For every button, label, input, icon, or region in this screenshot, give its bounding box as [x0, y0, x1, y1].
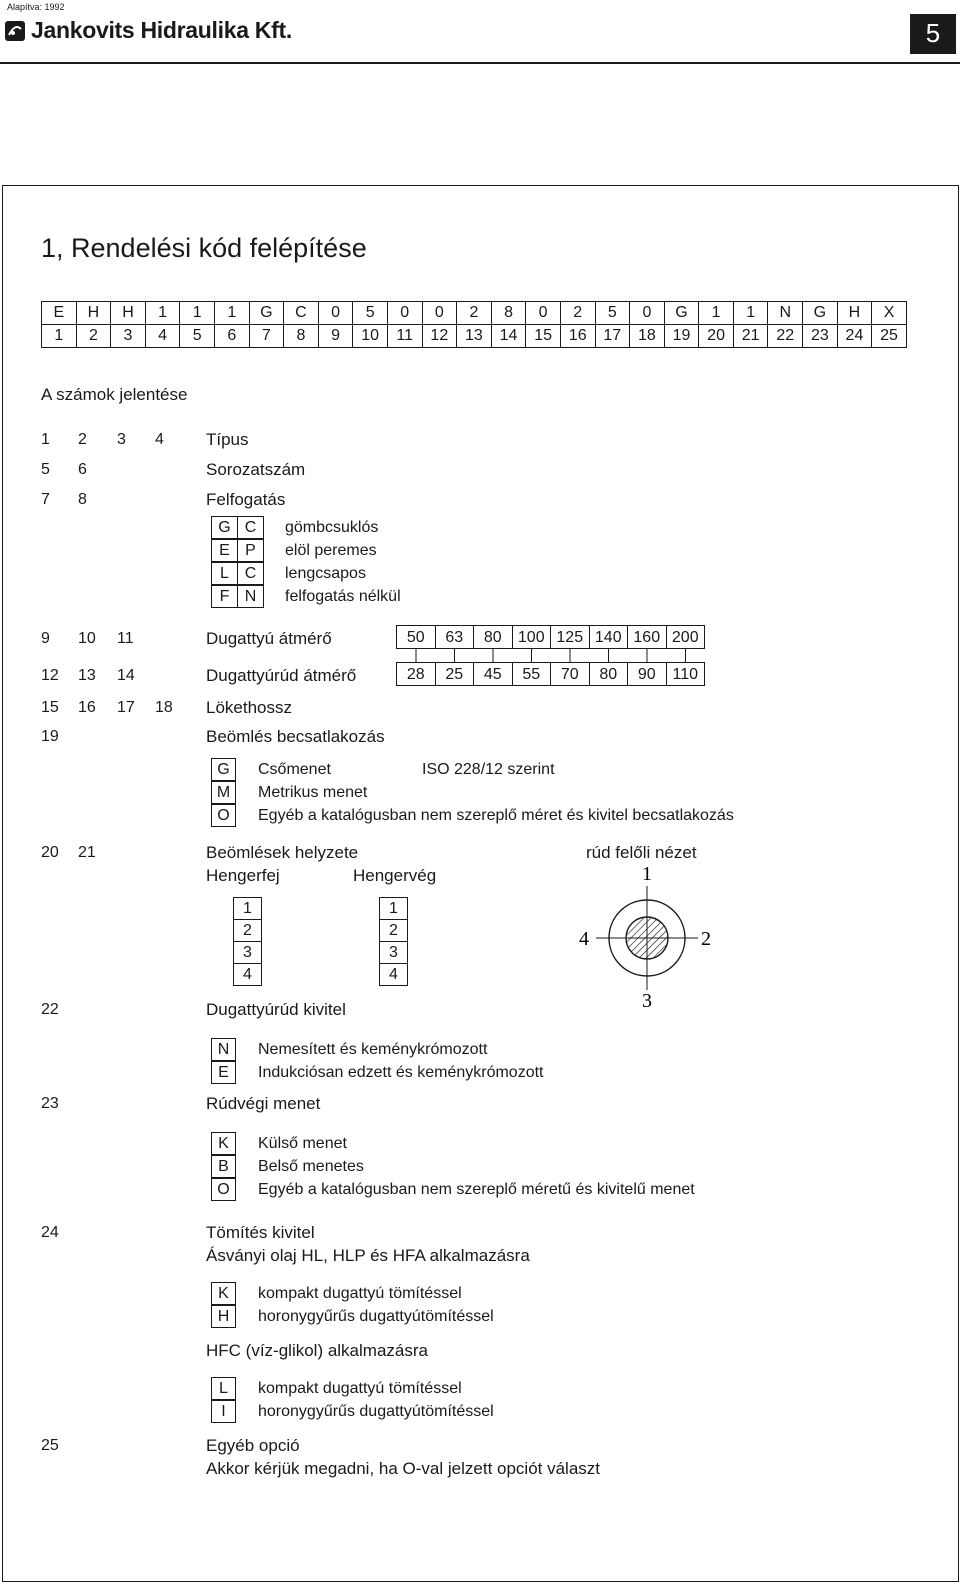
option-row	[211, 1061, 543, 1084]
section-position: 11	[117, 630, 134, 647]
option-key: L	[211, 1377, 236, 1400]
head-position: 4	[233, 963, 262, 986]
option-code: E P	[211, 539, 264, 562]
section-position: 9	[41, 630, 50, 647]
head-position: 1	[233, 897, 262, 920]
company-name: Jankovits Hidraulika Kft.	[31, 17, 292, 44]
section-position: 16	[78, 699, 96, 716]
section-label-felfogatas: Felfogatás	[206, 490, 286, 509]
diameter-cell: 200	[666, 625, 706, 649]
section-position: 8	[78, 491, 87, 508]
diameter-cell: 25	[435, 662, 475, 686]
rudkivitel-options	[211, 1038, 543, 1084]
diameter-connector	[396, 649, 716, 663]
section-position: 17	[117, 699, 135, 716]
option-key: H	[211, 1305, 236, 1328]
section-position: 5	[41, 461, 50, 478]
section-position: 14	[117, 667, 135, 684]
option-text: horonygyűrűs dugattyútömítéssel	[258, 1307, 494, 1325]
diameter-cell: 28	[396, 662, 436, 686]
option-text: Külső menet	[258, 1134, 347, 1152]
option-code: G C	[211, 516, 264, 539]
port-label: 2	[701, 928, 711, 950]
position-cell: 14	[491, 325, 526, 348]
head-position: 3	[233, 941, 262, 964]
section-label-dugattyu: Dugattyú átmérő	[206, 629, 332, 648]
option-row	[211, 758, 734, 781]
code-cell: 1	[699, 302, 734, 325]
option-text: gömbcsuklós	[285, 518, 379, 536]
mineral-oil-label: Ásványi olaj HL, HLP és HFA alkalmazásra	[206, 1246, 530, 1265]
diameter-cell: 70	[550, 662, 590, 686]
option-row	[211, 1400, 494, 1423]
section-position: 22	[41, 1001, 59, 1018]
section-position: 23	[41, 1095, 59, 1112]
head-position: 2	[233, 919, 262, 942]
option-row	[211, 539, 401, 562]
code-example-row	[42, 302, 907, 325]
diameter-cell: 80	[473, 625, 513, 649]
header-divider	[0, 62, 960, 64]
option-row	[211, 1305, 494, 1328]
code-cell: 8	[491, 302, 526, 325]
option-text: felfogatás nélkül	[285, 587, 401, 605]
position-cell: 11	[387, 325, 422, 348]
hfc-label: HFC (víz-glikol) alkalmazásra	[206, 1341, 428, 1360]
option-code: L C	[211, 562, 264, 585]
position-cell: 4	[145, 325, 180, 348]
order-code-table	[41, 301, 907, 348]
section-position: 25	[41, 1437, 59, 1454]
section-label-tomites: Tömítés kivitel	[206, 1223, 315, 1242]
code-cell: 0	[526, 302, 561, 325]
diameter-cell: 50	[396, 625, 436, 649]
code-cell: 1	[733, 302, 768, 325]
option-row	[211, 1132, 695, 1155]
code-cell: G	[803, 302, 838, 325]
port-label: 3	[642, 990, 652, 1012]
position-cell: 15	[526, 325, 561, 348]
code-cell: 5	[353, 302, 388, 325]
section-position: 4	[155, 431, 164, 448]
position-cell: 25	[872, 325, 907, 348]
end-position: 1	[379, 897, 408, 920]
diameter-cell: 63	[435, 625, 475, 649]
option-key: B	[211, 1155, 236, 1178]
code-cell: 1	[214, 302, 249, 325]
view-label: rúd felőli nézet	[586, 843, 697, 862]
diameter-cell: 140	[589, 625, 629, 649]
section-label-dugattyurud: Dugattyúrúd átmérő	[206, 666, 357, 685]
diameter-cell: 100	[512, 625, 552, 649]
position-cell: 19	[664, 325, 699, 348]
option-row	[211, 1377, 494, 1400]
option-key: K	[211, 1132, 236, 1155]
code-cell: G	[664, 302, 699, 325]
diameter-cell: 110	[666, 662, 706, 686]
section-position: 15	[41, 699, 59, 716]
option-key: M	[211, 781, 236, 804]
section-position: 3	[117, 431, 126, 448]
position-cell: 12	[422, 325, 457, 348]
end-position: 4	[379, 963, 408, 986]
diameter-cell: 90	[627, 662, 667, 686]
page-number: 5	[910, 14, 956, 54]
option-row	[211, 804, 734, 827]
position-cell: 16	[560, 325, 595, 348]
code-cell: 0	[422, 302, 457, 325]
option-key: N	[211, 1038, 236, 1061]
position-cell: 13	[457, 325, 492, 348]
piston-diameter-table	[397, 625, 705, 649]
code-cell: X	[872, 302, 907, 325]
position-cell: 24	[837, 325, 872, 348]
option-key: O	[211, 1178, 236, 1201]
position-cell: 3	[111, 325, 146, 348]
company-logo	[5, 14, 292, 48]
option-row	[211, 516, 401, 539]
section-label-rudkivitel: Dugattyúrúd kivitel	[206, 1000, 346, 1019]
option-text: Indukciósan edzett és keménykrómozott	[258, 1063, 544, 1081]
option-text: kompakt dugattyú tömítéssel	[258, 1379, 462, 1397]
position-cell: 20	[699, 325, 734, 348]
code-cell: E	[42, 302, 77, 325]
option-extra: ISO 228/12 szerint	[422, 760, 555, 778]
position-cell: 17	[595, 325, 630, 348]
code-cell: 1	[145, 302, 180, 325]
rod-section	[626, 917, 668, 959]
end-position-column	[379, 898, 408, 986]
option-text: horonygyűrűs dugattyútömítéssel	[258, 1402, 494, 1420]
code-cell: H	[837, 302, 872, 325]
code-cell: H	[76, 302, 111, 325]
option-row	[211, 1282, 494, 1305]
code-cell: 2	[457, 302, 492, 325]
code-cell: N	[768, 302, 803, 325]
option-row	[211, 1155, 695, 1178]
section-position: 21	[78, 844, 96, 861]
section-position: 2	[78, 431, 87, 448]
section-position: 6	[78, 461, 87, 478]
diameter-cell: 80	[589, 662, 629, 686]
code-cell: 1	[180, 302, 215, 325]
section-position: 19	[41, 728, 59, 745]
felfogatas-options	[211, 516, 401, 608]
section-label-rudvegi: Rúdvégi menet	[206, 1094, 321, 1113]
option-key: E	[211, 1061, 236, 1084]
rudvegi-options	[211, 1132, 695, 1201]
position-cell: 2	[76, 325, 111, 348]
position-cell: 5	[180, 325, 215, 348]
option-text: kompakt dugattyú tömítéssel	[258, 1284, 462, 1302]
code-cell: 5	[595, 302, 630, 325]
mineral-oil-options	[211, 1282, 494, 1328]
meaning-heading: A számok jelentése	[41, 385, 188, 404]
diameter-cell: 45	[473, 662, 513, 686]
section-label-beomles: Beömlés becsatlakozás	[206, 727, 385, 746]
option-text: lengcsapos	[285, 564, 366, 582]
code-cell: H	[111, 302, 146, 325]
option-text: Metrikus menet	[258, 783, 368, 801]
code-cell: C	[284, 302, 319, 325]
code-cell: 0	[387, 302, 422, 325]
section-label-helyzet: Beömlések helyzete	[206, 843, 359, 862]
position-cell: 21	[733, 325, 768, 348]
code-position-row	[42, 325, 907, 348]
position-cell: 18	[630, 325, 665, 348]
option-row	[211, 781, 734, 804]
position-cell: 7	[249, 325, 284, 348]
head-label: Hengerfej	[206, 866, 280, 885]
option-row	[211, 585, 401, 608]
egyeb-note: Akkor kérjük megadni, ha O-val jelzett opciót választ	[206, 1459, 601, 1478]
position-cell: 1	[42, 325, 77, 348]
section-position: 24	[41, 1224, 59, 1241]
port-label: 1	[642, 863, 652, 885]
section-label-egyeb: Egyéb opció	[206, 1436, 300, 1455]
code-cell: 2	[560, 302, 595, 325]
position-cell: 22	[768, 325, 803, 348]
section-position: 12	[41, 667, 59, 684]
hfc-options	[211, 1377, 494, 1423]
position-cell: 6	[214, 325, 249, 348]
section-position: 18	[155, 699, 173, 716]
option-text: Egyéb a katalógusban nem szereplő méret és kivitel becsatlakozás	[258, 806, 734, 824]
option-row	[211, 1038, 543, 1061]
section-positions: 1	[41, 431, 50, 448]
option-text: Nemesített és keménykrómozott	[258, 1040, 488, 1058]
section-position: 10	[78, 630, 96, 647]
section-label-loket: Lökethossz	[206, 698, 292, 717]
option-key: O	[211, 804, 236, 827]
section-position: 13	[78, 667, 96, 684]
end-position: 3	[379, 941, 408, 964]
position-cell: 9	[318, 325, 353, 348]
option-key: G	[211, 758, 236, 781]
port-position-diagram	[572, 862, 722, 1017]
rod-diameter-table	[397, 662, 705, 686]
port-label: 4	[579, 928, 589, 950]
option-text: Egyéb a katalógusban nem szereplő méretű és kivitelű menet	[258, 1180, 695, 1198]
beomles-options	[211, 758, 734, 827]
option-key: K	[211, 1282, 236, 1305]
position-cell: 8	[284, 325, 319, 348]
founded-note: Alapítva: 1992	[7, 2, 65, 12]
option-key: I	[211, 1400, 236, 1423]
section-position: 20	[41, 844, 59, 861]
diameter-cell: 160	[627, 625, 667, 649]
code-cell: 0	[318, 302, 353, 325]
option-row	[211, 562, 401, 585]
option-row	[211, 1178, 695, 1201]
section-position: 7	[41, 491, 50, 508]
end-position: 2	[379, 919, 408, 942]
position-cell: 10	[353, 325, 388, 348]
option-text: Belső menetes	[258, 1157, 364, 1175]
diameter-cell: 55	[512, 662, 552, 686]
page-title: 1, Rendelési kód felépítése	[41, 233, 367, 263]
option-code: F N	[211, 585, 264, 608]
code-cell: G	[249, 302, 284, 325]
end-label: Hengervég	[353, 866, 437, 885]
section-label-sorozat: Sorozatszám	[206, 460, 306, 479]
option-text: Csőmenet	[258, 760, 331, 778]
logo-mark-icon	[5, 21, 25, 41]
option-text: elöl peremes	[285, 541, 377, 559]
section-label-tipus: Típus	[206, 430, 249, 449]
head-position-column	[233, 898, 262, 986]
position-cell: 23	[803, 325, 838, 348]
diameter-cell: 125	[550, 625, 590, 649]
code-cell: 0	[630, 302, 665, 325]
